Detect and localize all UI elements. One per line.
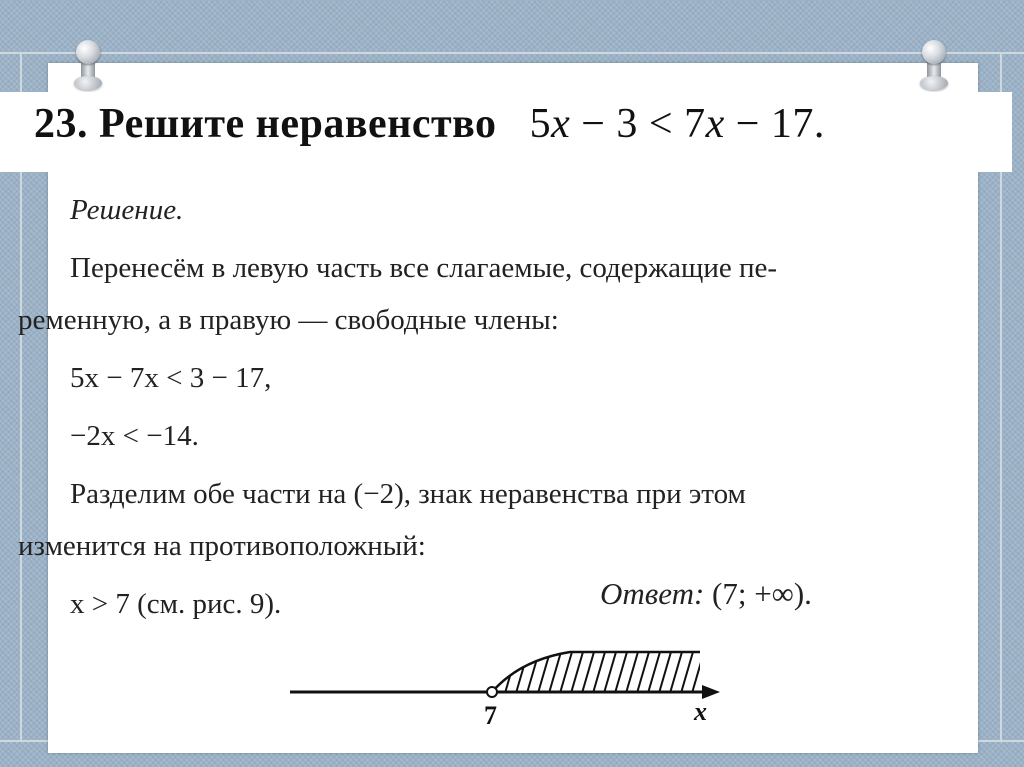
axis-label: x: [694, 697, 707, 726]
point-label: 7: [484, 701, 497, 730]
problem-inequality: 5x − 3 < 7x − 17.: [529, 101, 825, 147]
solution-paragraph-2-line-1: Разделим обе части на (−2), знак неравенства при этом: [70, 478, 746, 510]
problem-statement: Решите неравенство: [99, 101, 497, 147]
solution-result: x > 7 (см. рис. 9).: [70, 588, 282, 620]
answer-label: Ответ:: [600, 576, 705, 611]
problem-number: 23.: [34, 101, 88, 147]
solution-paragraph-1-line-2: ременную, а в правую — свободные члены:: [18, 304, 559, 336]
solution-paragraph-2-line-2: изменится на противоположный:: [18, 530, 426, 562]
solution-paragraph-1-line-1: Перенесём в левую часть все слагаемые, содержащие пе-: [70, 252, 778, 284]
answer-value: (7; +∞).: [712, 576, 812, 611]
equation-step-2: −2x < −14.: [70, 420, 199, 452]
open-point-marker: [487, 687, 497, 697]
equation-step-1: 5x − 7x < 3 − 17,: [70, 362, 272, 394]
solution-heading: Решение.: [70, 194, 184, 226]
